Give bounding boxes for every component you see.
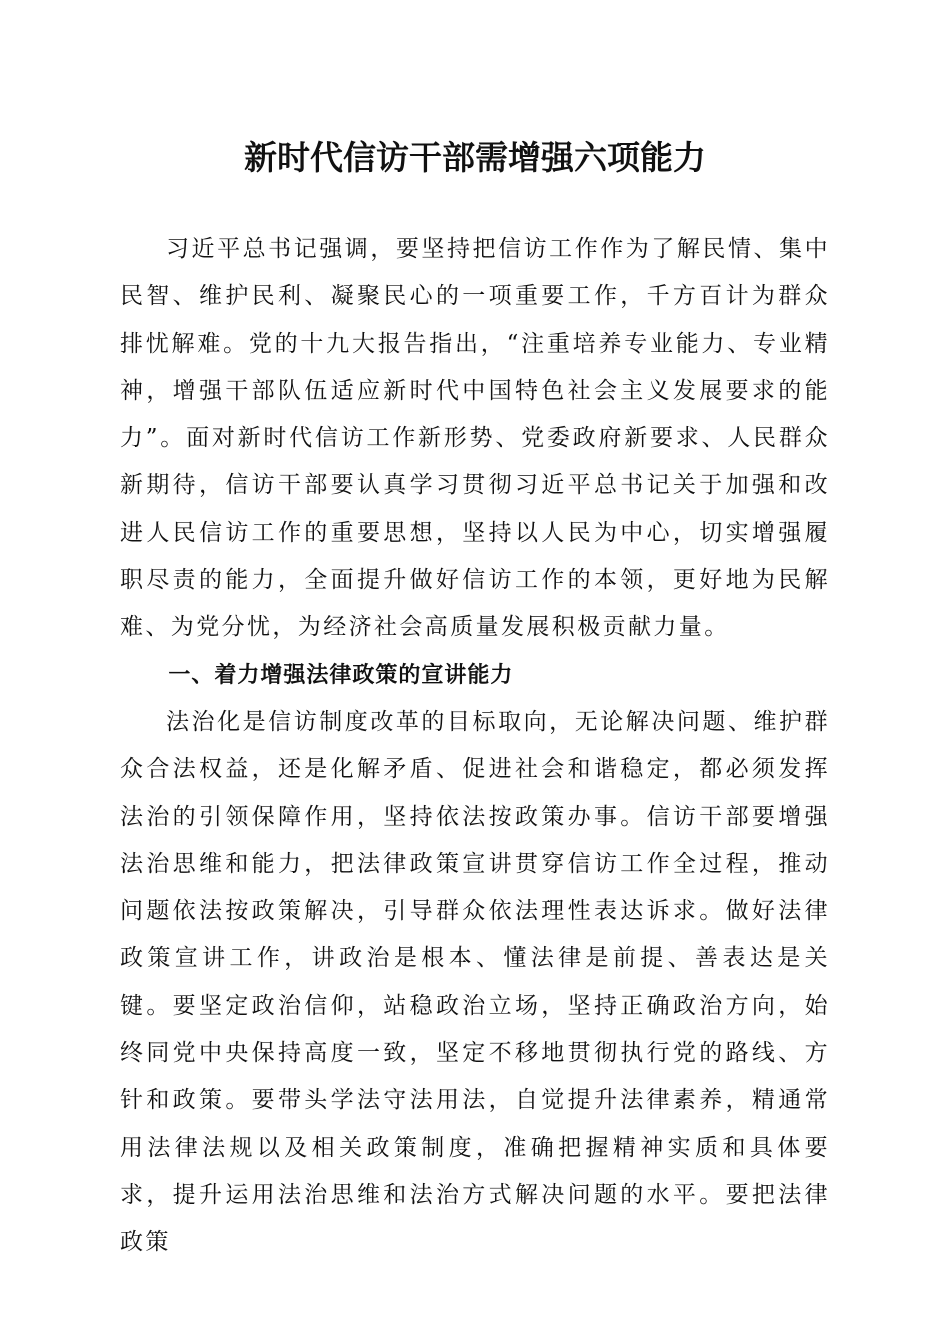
section-heading-1: 一、着力增强法律政策的宣讲能力 (168, 662, 514, 688)
document-title: 新时代信访干部需增强六项能力 (244, 138, 706, 177)
section-1-paragraph: 法治化是信访制度改革的目标取向，无论解决问题、维护群众合法权益，还是化解矛盾、促进社会和谐稳定，都必须发挥法治的引领保障作用，坚持依法按政策办事。信访干部要增强法治思维和能力，把法律政策宣讲贯穿信访工作全过程，推动问题依法按政策解决，引导群众依法理性表达诉求。做好法律政策宣讲工作，讲政治是根本、懂法律是前提、善表达是关键。要坚定政治信仰，站稳政治立场，坚持正确政治方向，始终同党中央保持高度一致，坚定不移地贯彻执行党的路线、方针和政策。要带头学法守法用法，自觉提升法律素养，精通常用法律法规以及相关政策制度，准确把握精神实质和具体要求，提升运用法治思维和法治方式解决问题的水平。要把法律政策 (120, 708, 830, 1256)
document-body (120, 226, 830, 1267)
intro-paragraph: 习近平总书记强调，要坚持把信访工作作为了解民情、集中民智、维护民利、凝聚民心的一项重要工作，千方百计为群众排忧解难。党的十九大报告指出，“注重培养专业能力、专业精神，增强干部队伍适应新时代中国特色社会主义发展要求的能力”。面对新时代信访工作新形势、党委政府新要求、人民群众新期待，信访干部要认真学习贯彻习近平总书记关于加强和改进人民信访工作的重要思想，坚持以人民为中心，切实增强履职尽责的能力，全面提升做好信访工作的本领，更好地为民解难、为党分忧，为经济社会高质量发展积极贡献力量。 (120, 236, 830, 641)
